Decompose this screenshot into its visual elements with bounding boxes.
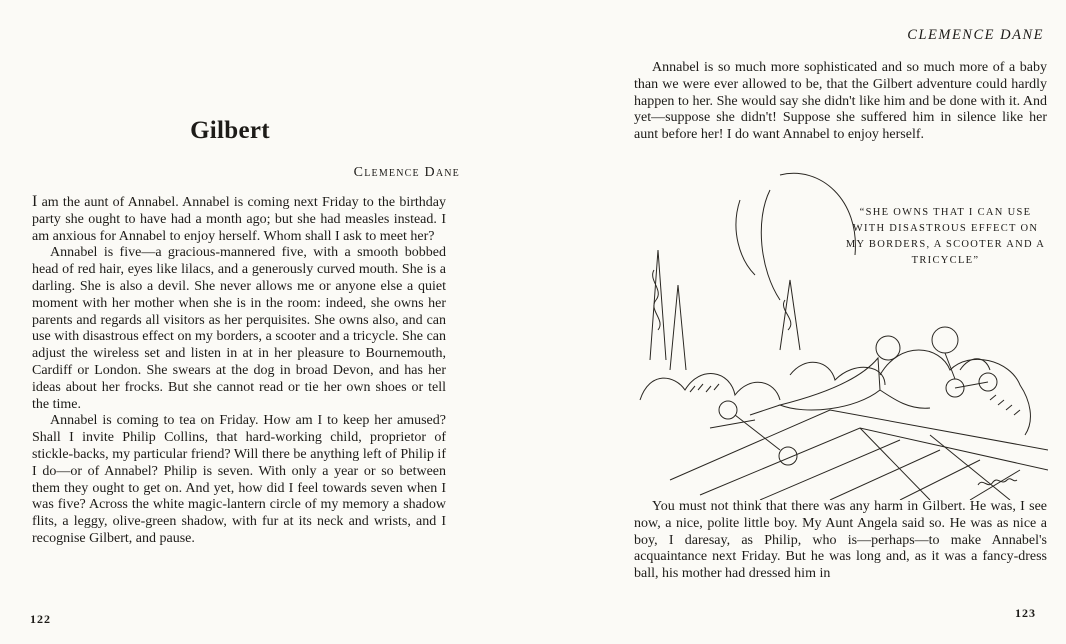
page-number-left: 122	[30, 612, 51, 626]
paragraph: Annabel is so much more sophisticated and so much more of a baby than we were ever allowed to be, that the Gilbert adventure could hardly happen to her. She would say she didn't like him and be done with it. And yet—suppose she didn't! Suppose she suffered him in silence like her aunt before her! I do want Annabel to enjoy herself.	[634, 60, 1047, 143]
left-body-text	[32, 194, 446, 548]
paragraph: Annabel is five—a gracious-mannered five, with a smooth bobbed head of red hair, eyes like lilacs, and a generously curved mouth. She is a darling. She is also a devil. She never allows me or anyone else a quiet moment with her mother when she is in the room: indeed, she owns her parents and regards all visitors as her perquisites. She owns also, and can use with disastrous effect on my borders, a scooter and a tricycle. She can adjust the wireless set and listen in at in her pleasure to Bournemouth, Cardiff or London. She swears at the dog in broad Devon, and has her ideas about her frocks. But she cannot read or tie her own shoes or tell the time.	[32, 245, 446, 412]
story-title: Gilbert	[190, 117, 270, 144]
author-byline: Clemence Dane	[353, 165, 460, 180]
paragraph: I am the aunt of Annabel. Annabel is coming next Friday to the birthday party she ought to have had a month ago; but she had measles instead. I am anxious for Annabel to enjoy herself. Whom shall I ask to meet her?	[32, 193, 446, 244]
right-page	[533, 0, 1066, 644]
illustration	[630, 160, 1048, 500]
illustration-caption: “SHE OWNS THAT I CAN USE WITH DISASTROUS EFFECT ON MY BORDERS, A SCOOTER AND A TRICYCLE”	[845, 207, 1046, 266]
page-number-right: 123	[1015, 606, 1036, 620]
right-bottom-text	[634, 499, 1047, 583]
paragraph: You must not think that there was any harm in Gilbert. He was, I see now, a nice, polite little boy. My Aunt Angela said so. He was as nice a boy, I daresay, as Philip, who is—perhaps—to make Annabel's acquaintance next Friday. But he was long and, as it was a fancy-dress ball, his mother had dressed him in	[634, 499, 1047, 582]
right-top-text	[634, 60, 1047, 144]
running-head: CLEMENCE DANE	[907, 27, 1044, 43]
paragraph: Annabel is coming to tea on Friday. How am I to keep her amused? Shall I invite Philip Collins, that hard-working child, proprietor of stickle-backs, my particular friend? Will there be anything left of Philip if I do—or of Annabel? Philip is seven. With only a year or so between them they ought to get on. And yet, how did I feel towards seven when I was five? Across the white magic-lantern circle of my memory a shadow flits, a leggy, olive-green shadow, with fur at its neck and wrists, and I recognise Gilbert, and pause.	[32, 413, 446, 546]
